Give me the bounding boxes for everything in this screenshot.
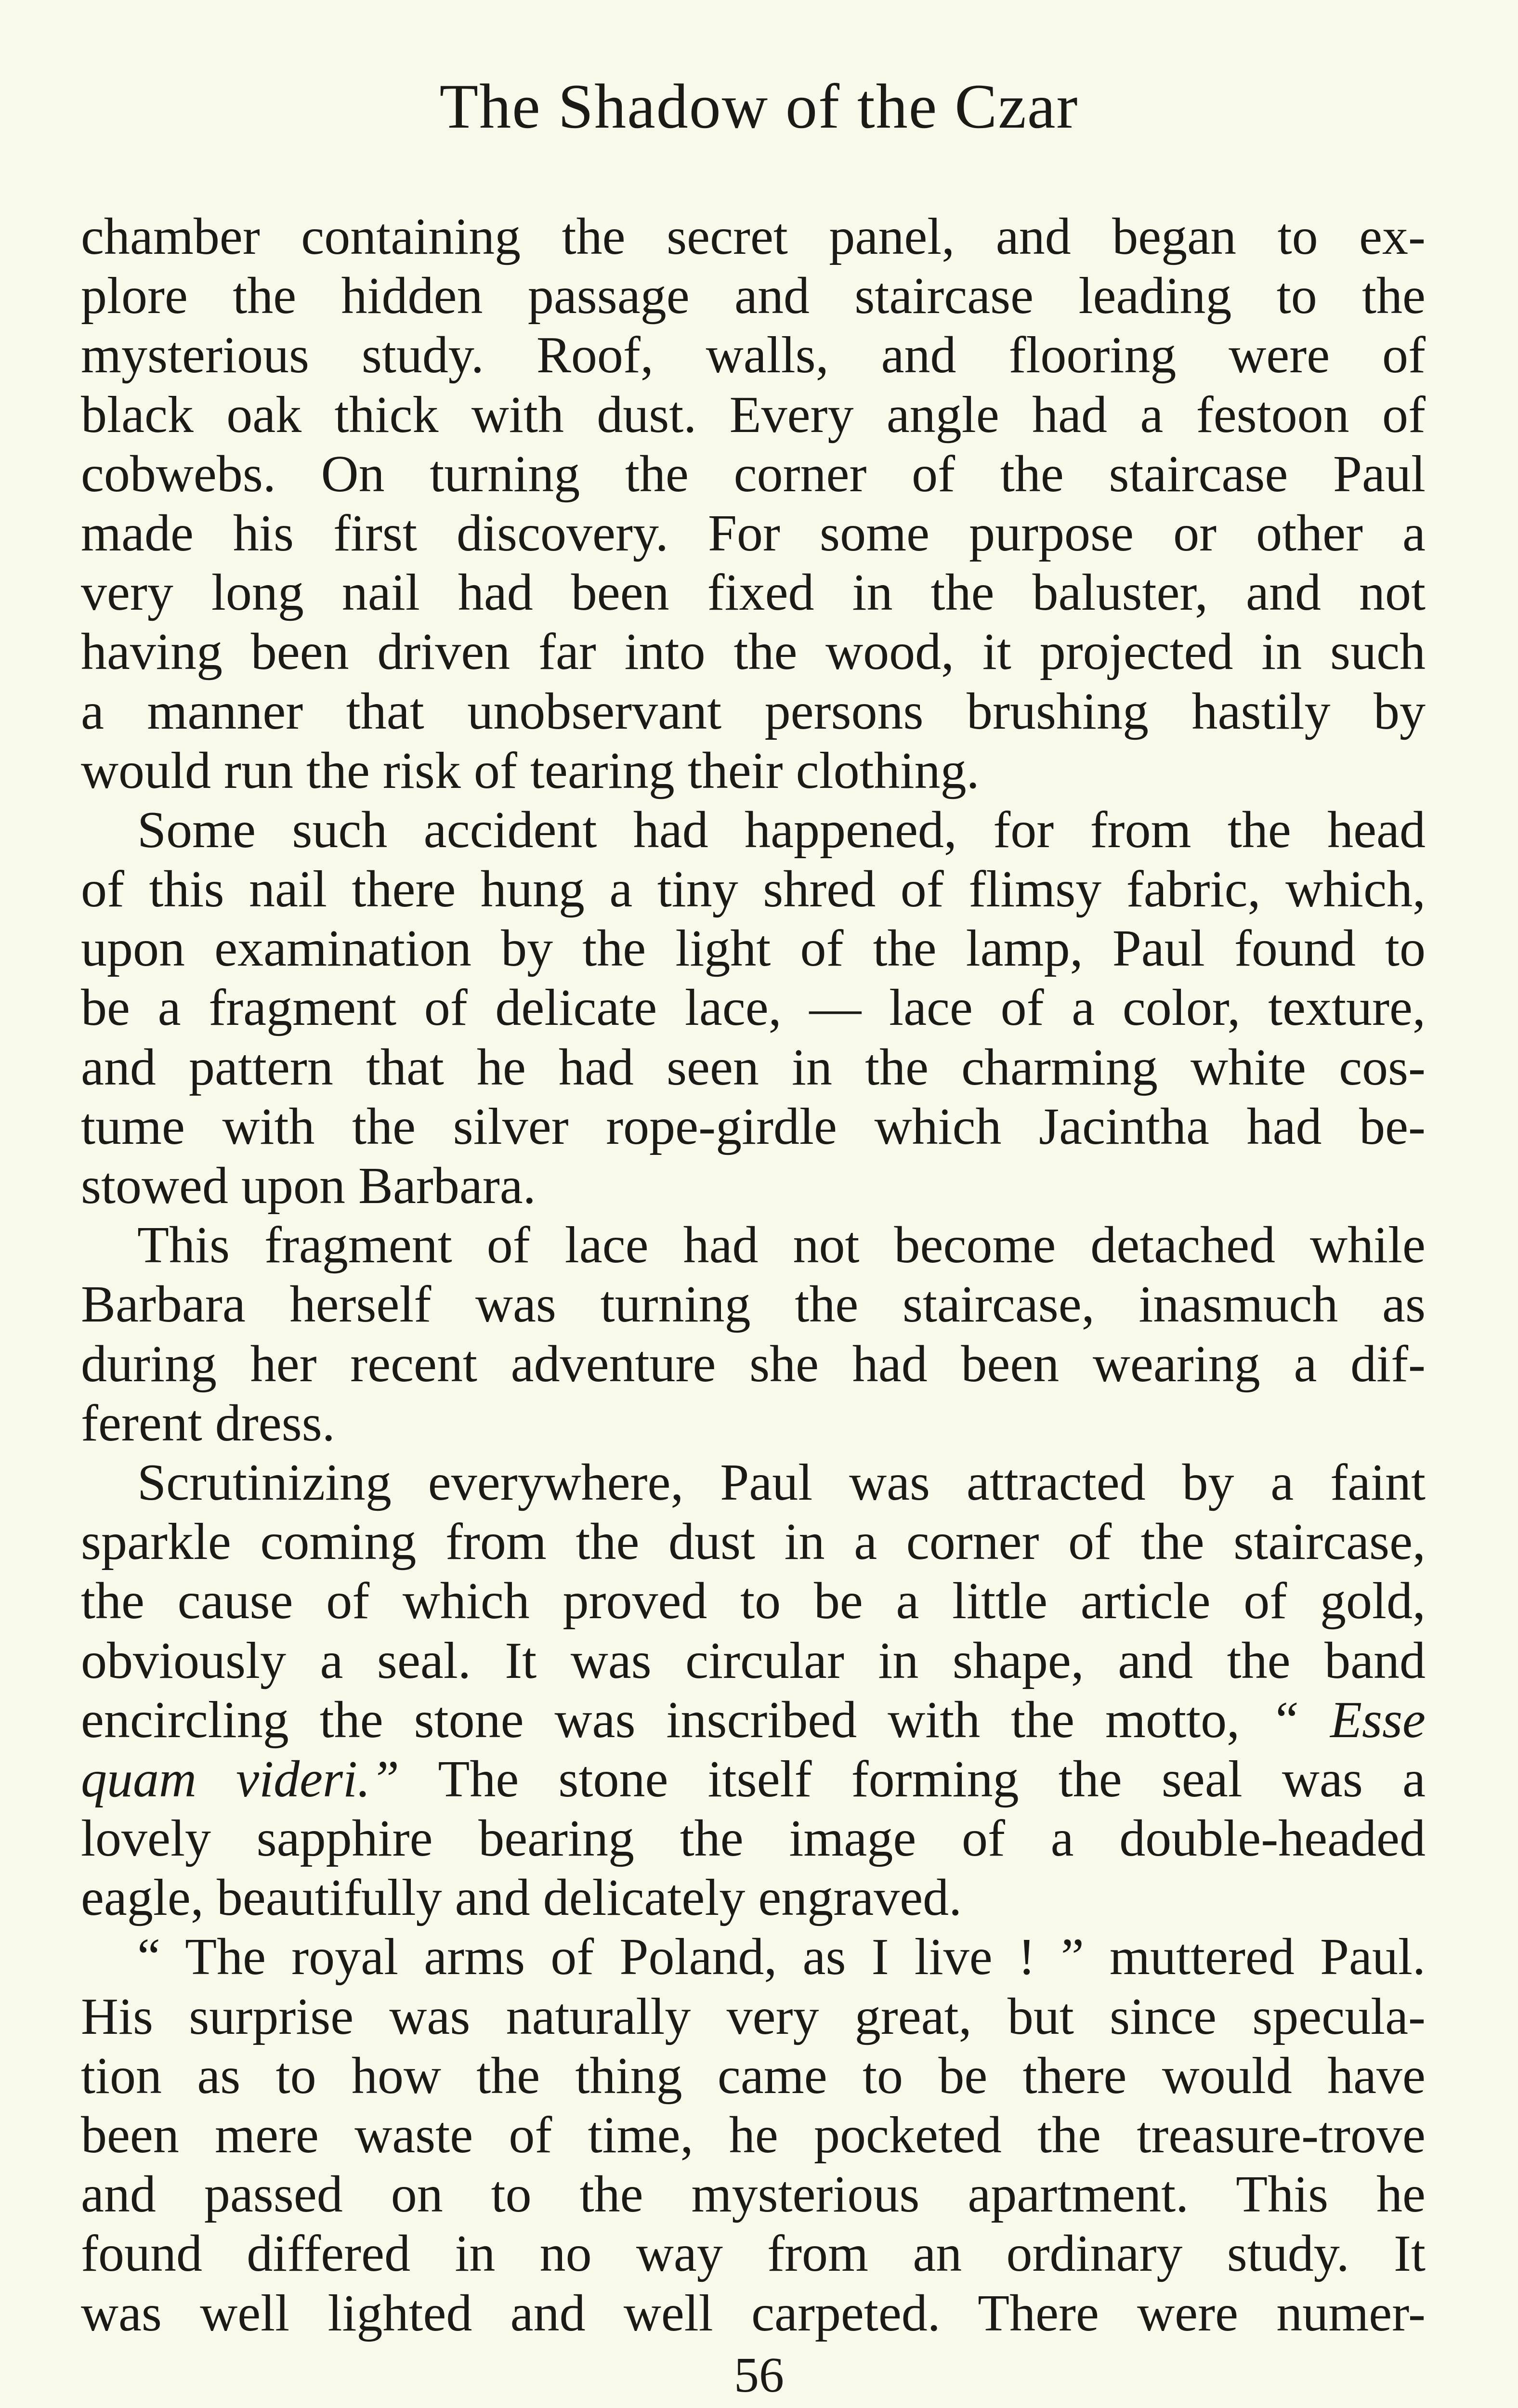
text-line [81,1394,1426,1453]
text-line [81,2165,1426,2224]
text-line [81,1631,1426,1690]
text-line [81,1571,1426,1631]
text-segment: been mere waste of time, he pocketed the treasure-trove [81,2107,1426,2164]
text-segment: Scrutinizing everywhere, Paul was attracted by a faint [137,1453,1426,1511]
italic-text-segment: “ Esse [1270,1691,1426,1749]
text-line [81,207,1426,266]
text-line [81,1097,1426,1156]
text-segment: eagle, beautifully and delicately engraved. [81,1869,962,1927]
italic-text-segment: quam videri.” [81,1750,400,1808]
page-number: 56 [734,2347,784,2403]
text-line [81,1512,1426,1571]
text-segment: cobwebs. On turning the corner of the staircase Paul [81,445,1426,503]
running-head: The Shadow of the Czar [439,71,1079,142]
text-line [81,326,1426,385]
text-segment: be a fragment of delicate lace, — lace of a color, texture, [81,979,1426,1037]
text-segment: Some such accident had happened, for from the head [137,801,1426,859]
text-segment: This fragment of lace had not become detached while [137,1217,1426,1274]
text-line [81,978,1426,1037]
text-line [81,445,1426,504]
text-line [81,682,1426,741]
text-line [81,1868,1426,1927]
text-segment: tion as to how the thing came to be there would have [81,2047,1426,2105]
text-line [81,266,1426,326]
text-segment: found differed in no way from an ordinary study. It [81,2225,1426,2283]
text-line [81,622,1426,681]
text-line [81,1987,1426,2046]
text-segment: obviously a seal. It was circular in shape, and the band [81,1632,1426,1689]
text-line [81,1690,1426,1750]
text-segment: very long nail had been fixed in the baluster, and not [81,564,1426,622]
text-line [81,1927,1426,1987]
text-line [81,1275,1426,1334]
text-segment: stowed upon Barbara. [81,1157,536,1215]
text-segment: The stone itself forming the seal was a [399,1750,1426,1808]
text-segment: during her recent adventure she had been wearing a dif- [81,1335,1426,1393]
text-segment: mysterious study. Roof, walls, and flooring were of [81,327,1426,384]
text-line [81,1453,1426,1512]
text-segment: and pattern that he had seen in the charming white cos- [81,1038,1426,1096]
text-line [81,919,1426,978]
text-line [81,1335,1426,1394]
text-line [81,2106,1426,2165]
text-line [81,1809,1426,1868]
text-segment: plore the hidden passage and staircase leading to the [81,267,1426,325]
text-segment: of this nail there hung a tiny shred of flimsy fabric, which, [81,861,1426,918]
text-line [81,2224,1426,2283]
text-line [81,1156,1426,1216]
text-segment: having been driven far into the wood, it projected in such [81,623,1426,681]
text-line [81,504,1426,563]
text-segment: made his first discovery. For some purpose or other a [81,504,1426,562]
text-line [81,1038,1426,1097]
text-segment: the cause of which proved to be a little article of gold, [81,1572,1426,1630]
text-line [81,563,1426,622]
text-segment: chamber containing the secret panel, and began to ex- [81,208,1426,265]
text-segment: His surprise was naturally very great, but since specula- [81,1988,1426,2045]
text-line [81,2284,1426,2343]
text-segment: was well lighted and well carpeted. There were numer- [81,2284,1426,2342]
text-segment: would run the risk of tearing their clothing. [81,742,980,799]
text-line [81,860,1426,919]
body-text [81,207,1426,2343]
text-line [81,1750,1426,1809]
text-segment: ferent dress. [81,1394,335,1452]
text-segment: “ The royal arms of Poland, as I live ! ” muttered Paul. [137,1928,1426,1986]
text-segment: tume with the silver rope-girdle which Jacintha had be- [81,1098,1426,1155]
text-segment: and passed on to the mysterious apartment. This he [81,2166,1426,2224]
text-segment: black oak thick with dust. Every angle had a festoon of [81,386,1426,444]
text-line [81,800,1426,860]
text-line [81,2046,1426,2106]
text-segment: sparkle coming from the dust in a corner of the staircase, [81,1513,1426,1571]
text-segment: a manner that unobservant persons brushing hastily by [81,682,1426,740]
text-line [81,741,1426,800]
text-segment: upon examination by the light of the lamp, Paul found to [81,920,1426,978]
text-line [81,385,1426,445]
text-line [81,1216,1426,1275]
text-segment: encircling the stone was inscribed with the motto, [81,1691,1271,1749]
text-segment: lovely sapphire bearing the image of a double-headed [81,1810,1426,1868]
text-segment: Barbara herself was turning the staircase, inasmuch as [81,1276,1426,1334]
